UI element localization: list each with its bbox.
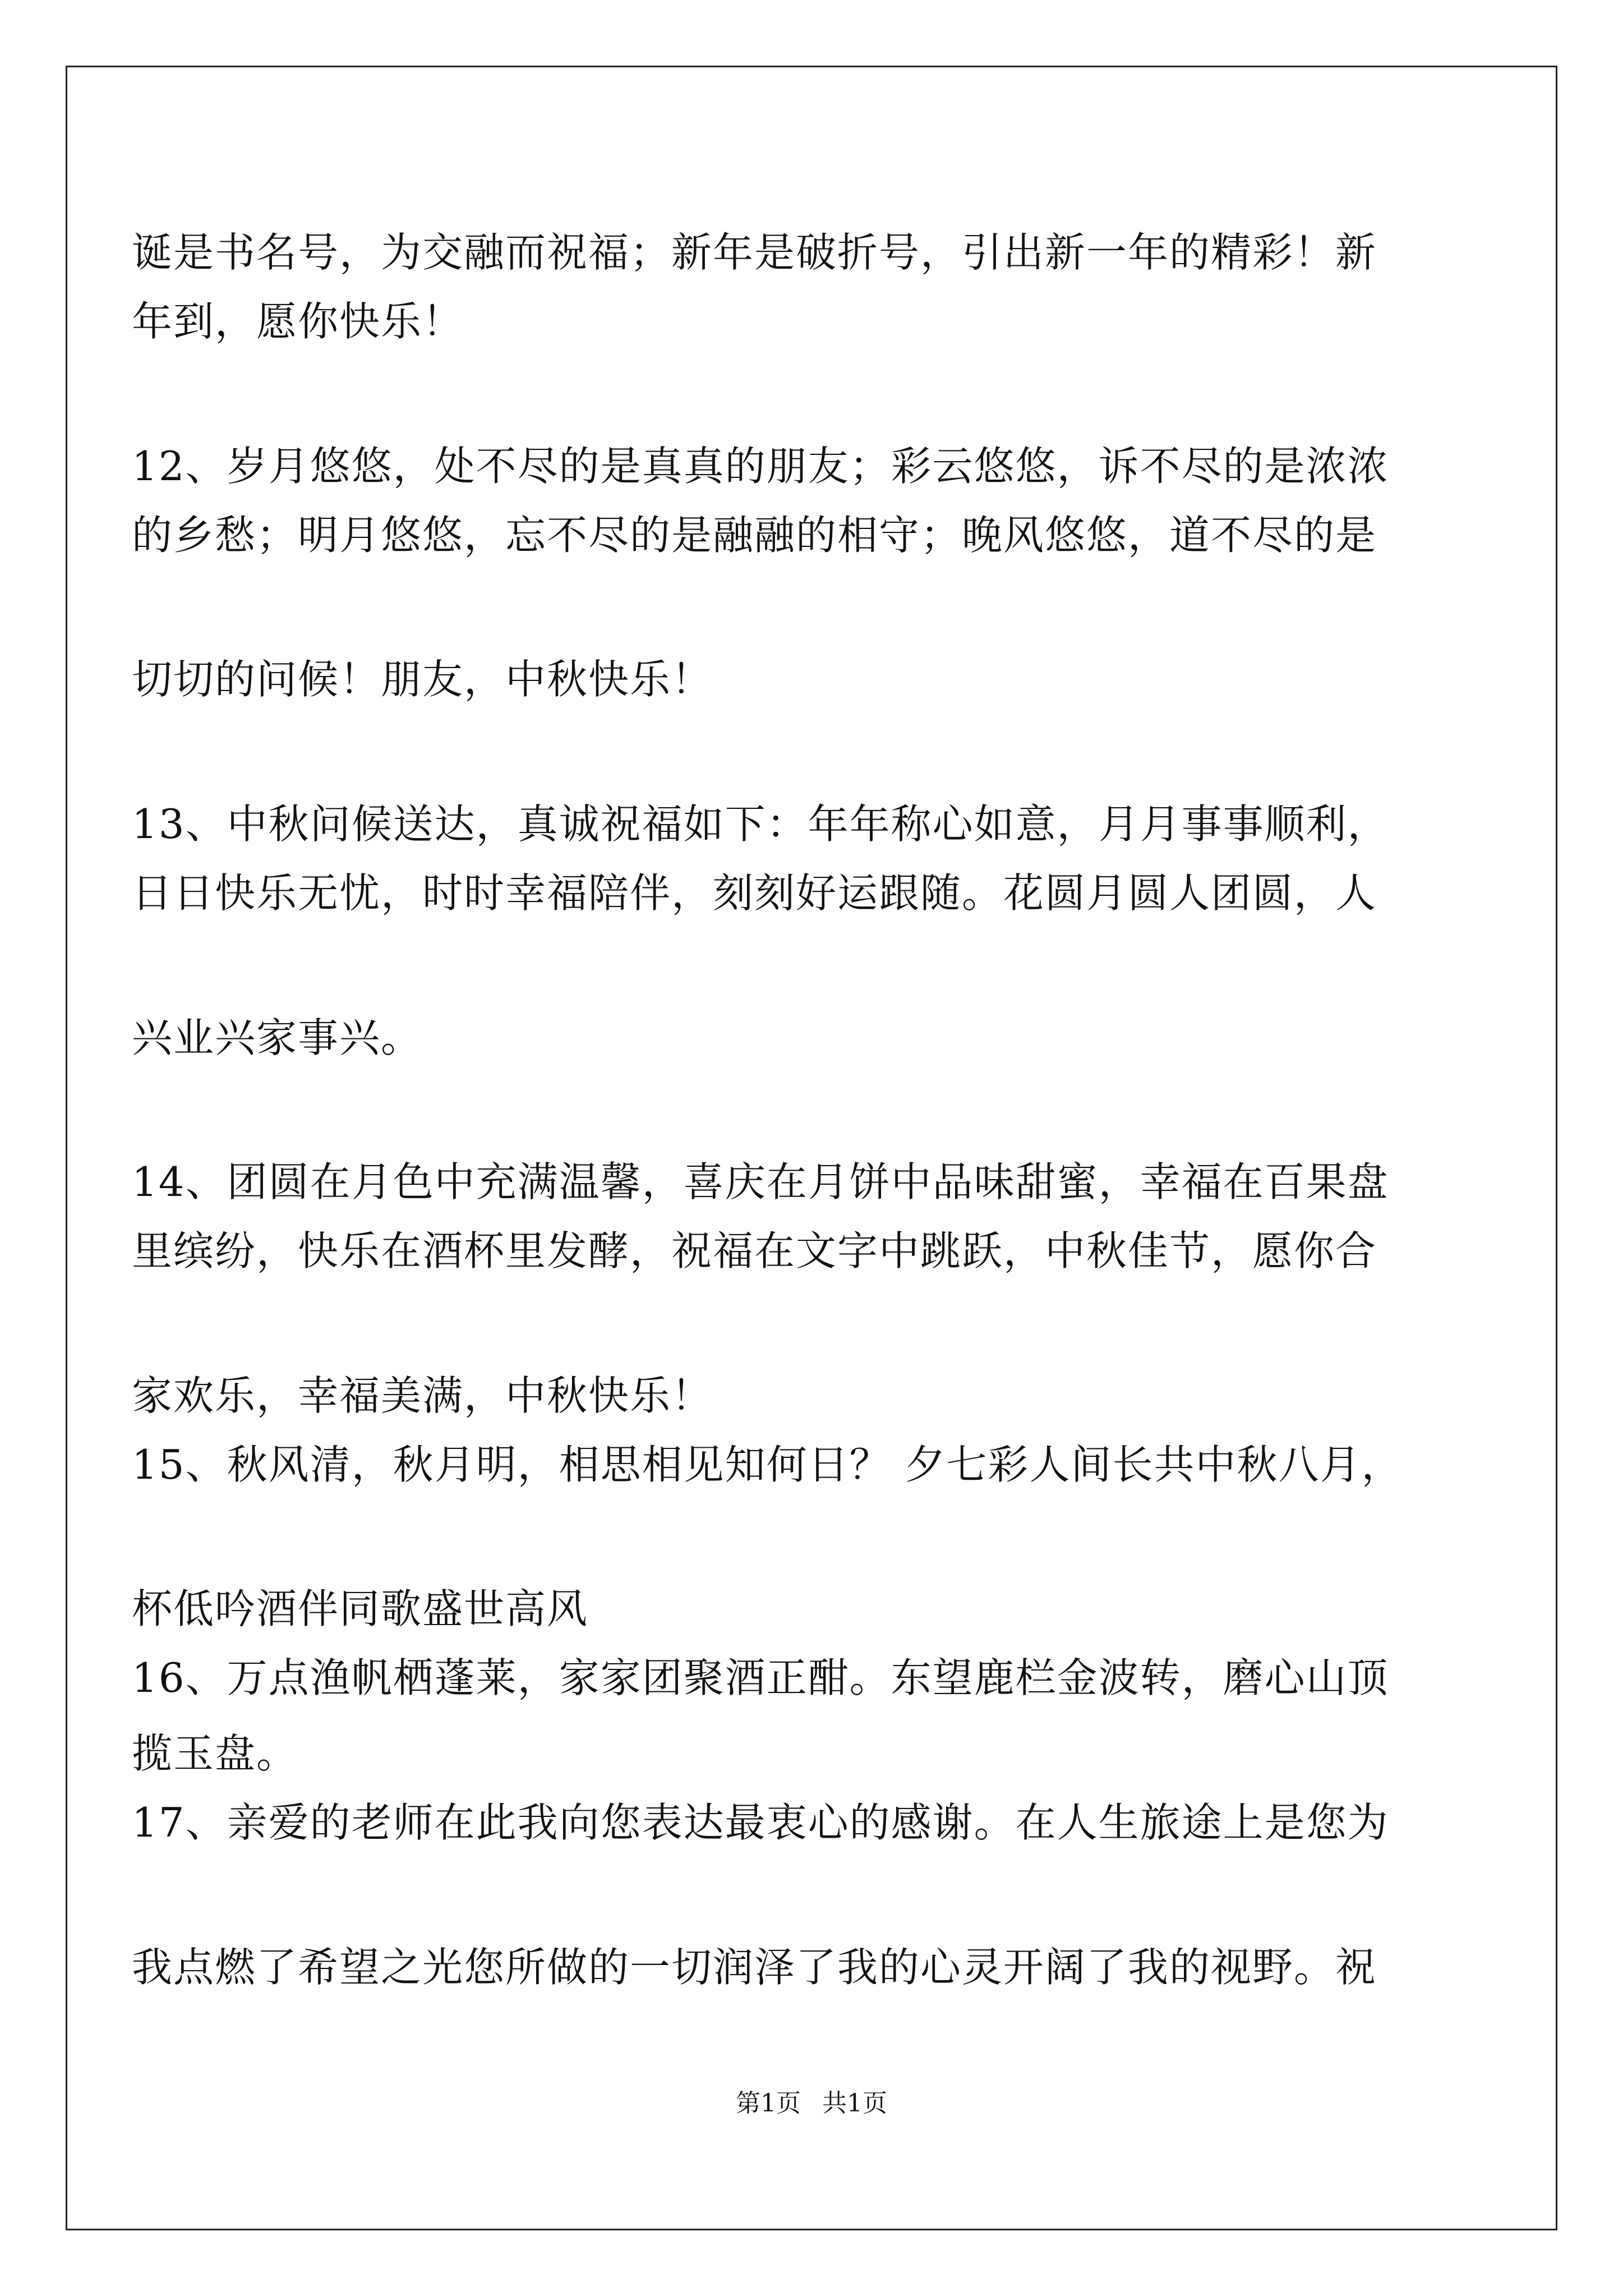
text-line: 里缤纷，快乐在酒杯里发酵，祝福在文字中跳跃，中秋佳节，愿你合 (132, 1227, 1377, 1274)
page-total: 共1页 (822, 2089, 887, 2118)
text-line: 揽玉盘。 (132, 1730, 298, 1777)
text-line: 13、中秋问候送达，真诚祝福如下：年年称心如意，月月事事顺利， (132, 800, 1389, 848)
text-line: 17、亲爱的老师在此我向您表达最衷心的感谢。在人生旅途上是您为 (132, 1799, 1389, 1846)
text-line: 杯低吟酒伴同歌盛世高风 (132, 1585, 589, 1632)
text-line: 家欢乐，幸福美满，中秋快乐！ (132, 1372, 713, 1419)
text-line: 15、秋风清，秋月明，相思相见知何日？ 夕七彩人间长共中秋八月， (132, 1441, 1403, 1488)
text-line: 诞是书名号，为交融而祝福；新年是破折号，引出新一年的精彩！新 (132, 229, 1377, 276)
page-footer (0, 2087, 1623, 2120)
text-line: 14、团圆在月色中充满温馨，喜庆在月饼中品味甜蜜，幸福在百果盘 (132, 1158, 1389, 1205)
page-number: 第1页 (736, 2089, 801, 2118)
text-line: 年到，愿你快乐！ (132, 298, 464, 345)
text-line: 我点燃了希望之光您所做的一切润泽了我的心灵开阔了我的视野。祝 (132, 1944, 1377, 1991)
text-line: 切切的问候！朋友，中秋快乐！ (132, 656, 713, 703)
text-line: 的乡愁；明月悠悠，忘不尽的是融融的相守；晚风悠悠，道不尽的是 (132, 512, 1377, 559)
text-line: 12、岁月悠悠，处不尽的是真真的朋友；彩云悠悠，诉不尽的是浓浓 (132, 443, 1389, 490)
text-line: 日日快乐无忧，时时幸福陪伴，刻刻好运跟随。花圆月圆人团圆，人 (132, 869, 1377, 917)
text-line: 兴业兴家事兴。 (132, 1014, 423, 1061)
text-line: 16、万点渔帆栖蓬莱，家家团聚酒正酣。东望鹿栏金波转，磨心山顶 (132, 1654, 1389, 1701)
page-border (66, 66, 1557, 2230)
